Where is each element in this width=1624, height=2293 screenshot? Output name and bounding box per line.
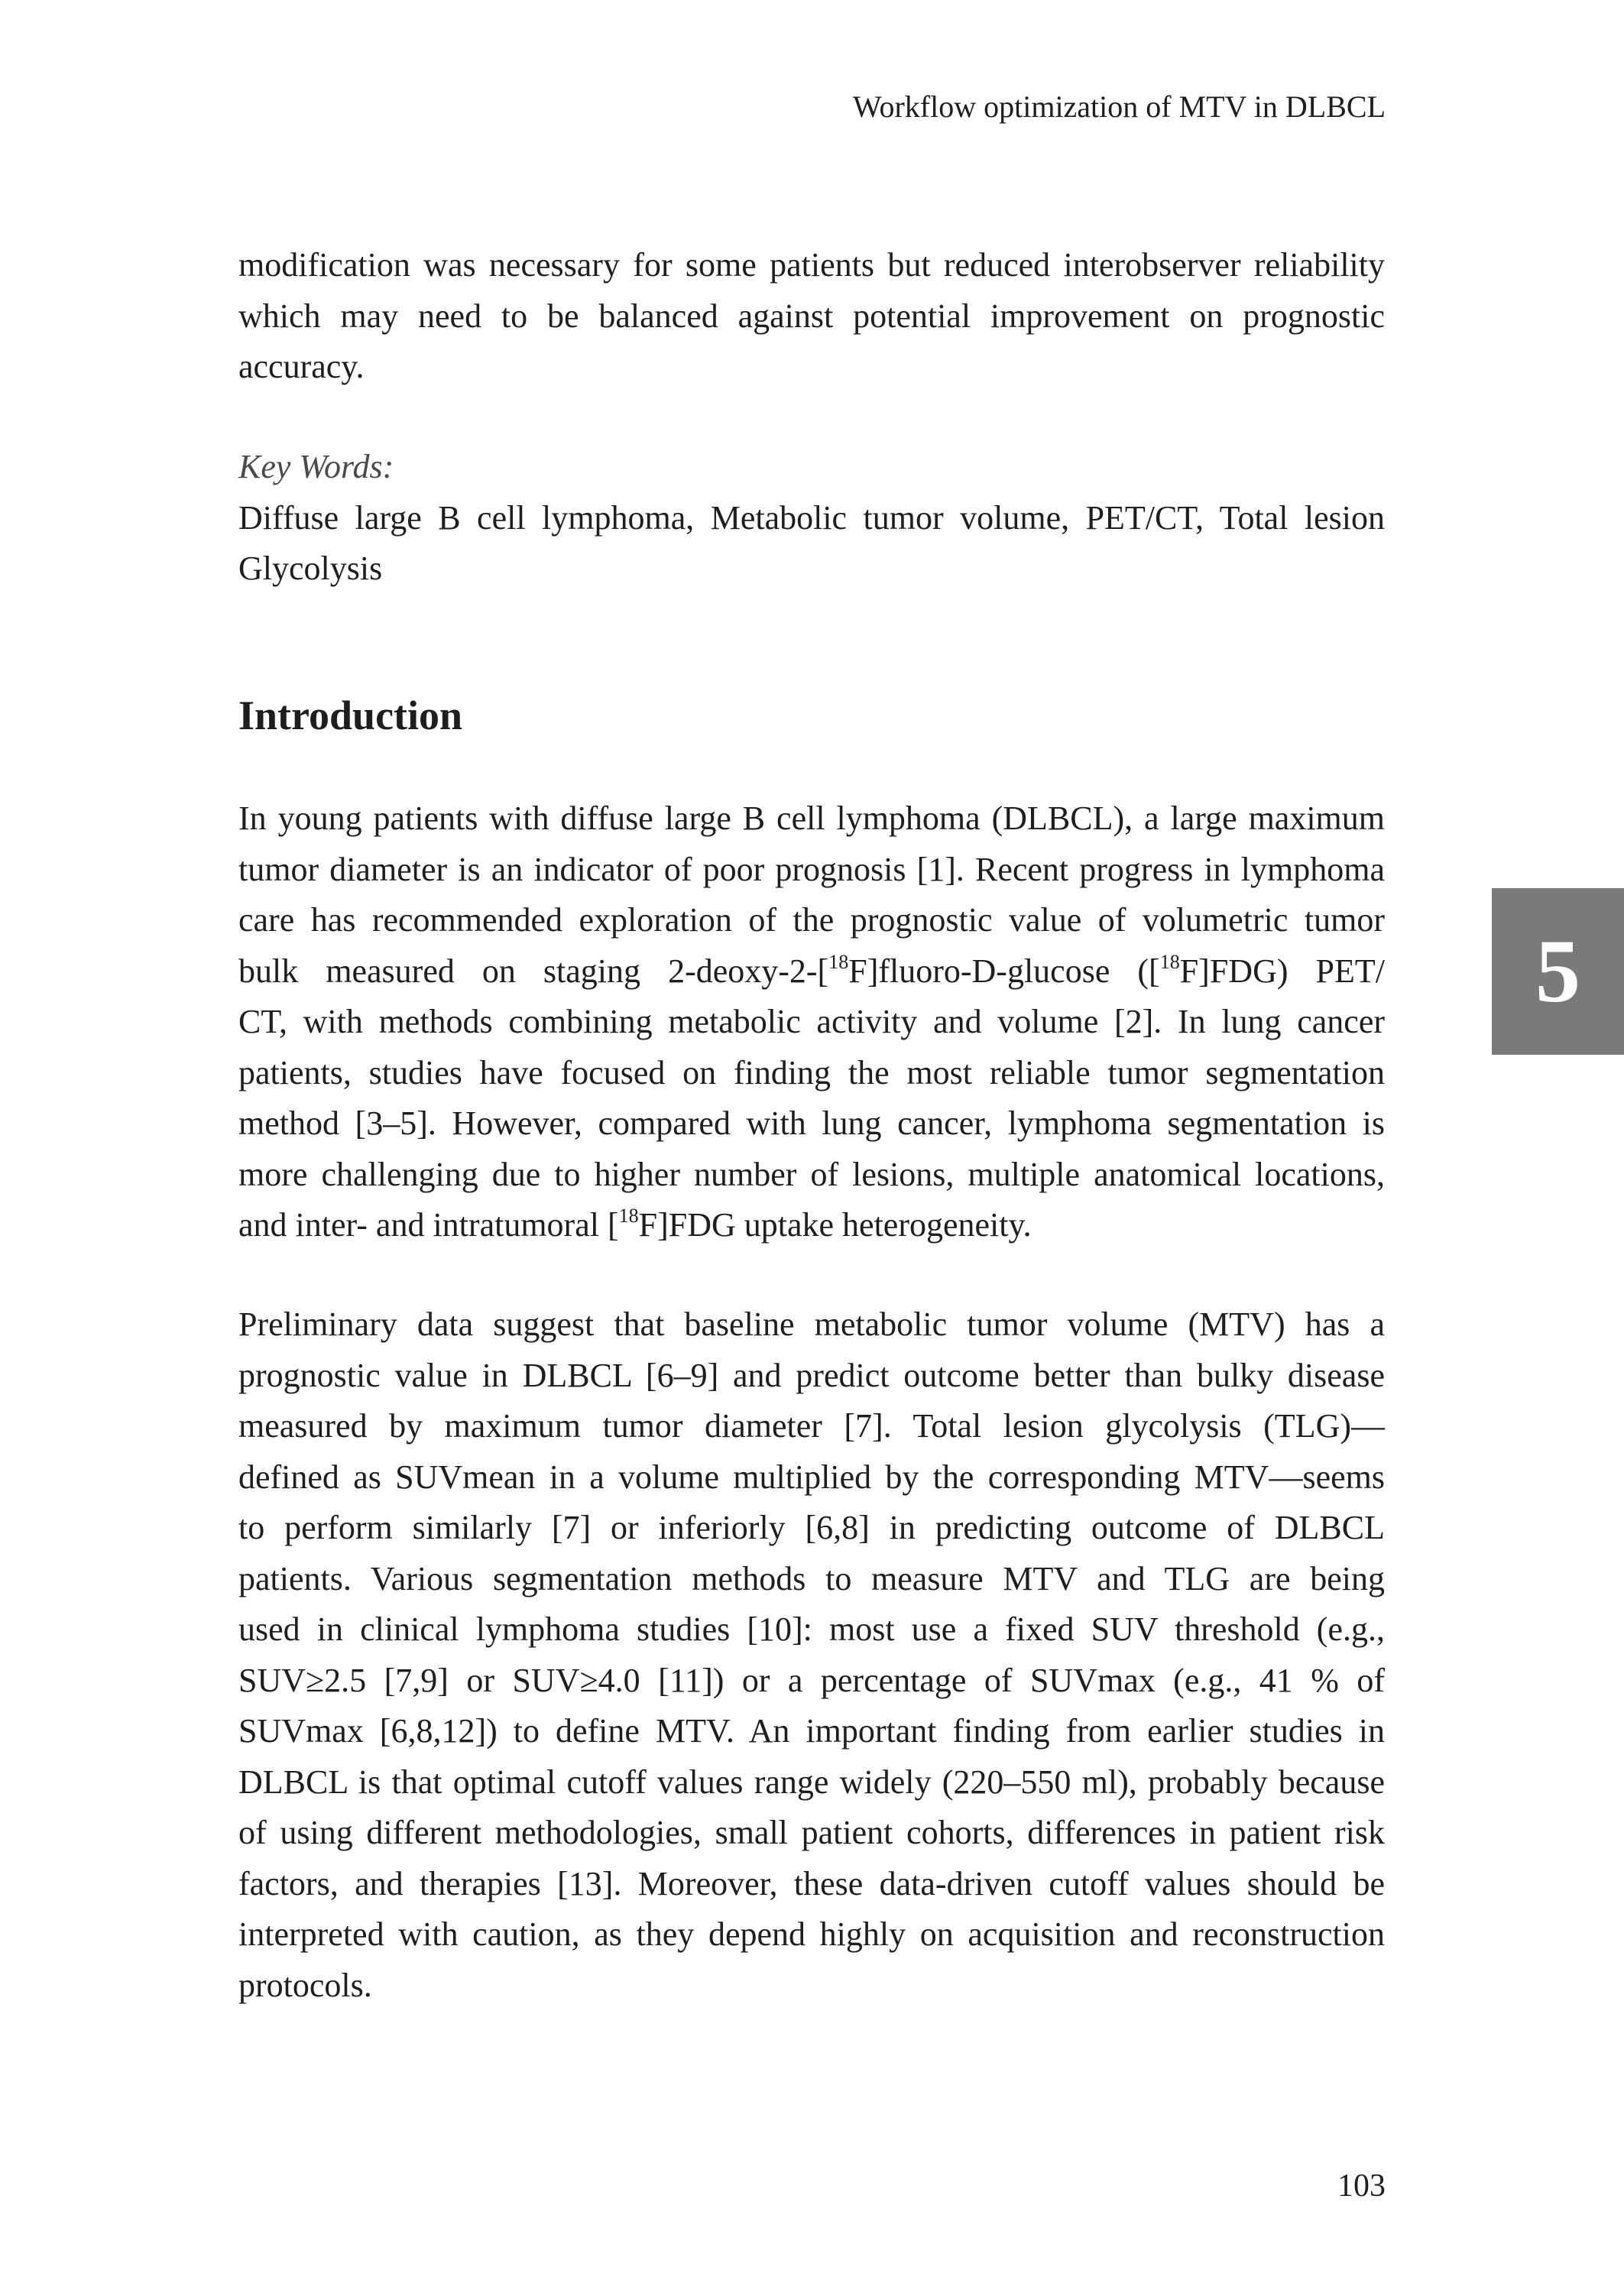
superscript: 18 xyxy=(828,950,849,973)
paragraph-line: CT, with methods combining metabolic activity and volume [2]. In lung cancer xyxy=(238,1003,1385,1040)
superscript: 18 xyxy=(1159,950,1180,973)
text-fragment: F]FDG) PET/ xyxy=(1179,952,1385,990)
paragraph-continued xyxy=(238,240,1385,393)
paragraph-line: accuracy. xyxy=(238,348,365,385)
keywords-label: Key Words: xyxy=(238,448,394,485)
paragraph-line: tumor diameter is an indicator of poor prognosis [1]. Recent progress in lymphoma xyxy=(238,850,1385,888)
paragraph-line: method [3–5]. However, compared with lung cancer, lymphoma segmentation is xyxy=(238,1104,1385,1142)
text-fragment: F]fluoro-D-glucose ([ xyxy=(848,952,1160,990)
paragraph-line: SUVmax [6,8,12]) to define MTV. An important finding from earlier studies in xyxy=(238,1712,1385,1750)
intro-paragraph-2 xyxy=(238,1299,1385,2011)
running-header: Workflow optimization of MTV in DLBCL xyxy=(852,89,1386,124)
superscript: 18 xyxy=(618,1205,639,1228)
paragraph-line: modification was necessary for some patients but reduced interobserver reliability xyxy=(238,246,1385,284)
page-number: 103 xyxy=(1337,2168,1386,2204)
text-fragment: F]FDG uptake heterogeneity. xyxy=(638,1206,1032,1244)
paragraph-line: more challenging due to higher number of lesions, multiple anatomical locations, xyxy=(238,1155,1385,1193)
text-fragment: and inter- and intratumoral [ xyxy=(238,1206,619,1244)
paragraph-line: DLBCL is that optimal cutoff values range widely (220–550 ml), probably because xyxy=(238,1763,1385,1801)
paragraph-line: of using different methodologies, small patient cohorts, differences in patient risk xyxy=(238,1814,1385,1851)
keywords-line: Glycolysis xyxy=(238,550,383,587)
paragraph-line: to perform similarly [7] or inferiorly [6,8] in predicting outcome of DLBCL xyxy=(238,1509,1385,1546)
paragraph-line: SUV≥2.5 [7,9] or SUV≥4.0 [11]) or a percentage of SUVmax (e.g., 41 % of xyxy=(238,1661,1385,1699)
paragraph-line: factors, and therapies [13]. Moreover, these data-driven cutoff values should be xyxy=(238,1864,1385,1902)
paragraph-line: Preliminary data suggest that baseline metabolic tumor volume (MTV) has a xyxy=(238,1305,1385,1343)
chapter-number: 5 xyxy=(1535,921,1580,1021)
paragraph-line: protocols. xyxy=(238,1966,372,2004)
text-fragment: bulk measured on staging 2-deoxy-2-[ xyxy=(238,952,829,990)
paragraph-line: interpreted with caution, as they depend highly on acquisition and reconstruction xyxy=(238,1915,1385,1953)
keywords-line: Diffuse large B cell lymphoma, Metabolic tumor volume, PET/CT, Total lesion xyxy=(238,498,1385,537)
paragraph-line xyxy=(238,946,1385,997)
paragraph-line xyxy=(238,1200,1385,1251)
paragraph-line: defined as SUVmean in a volume multiplied by the corresponding MTV—seems xyxy=(238,1458,1385,1496)
paragraph-line: used in clinical lymphoma studies [10]: most use a fixed SUV threshold (e.g., xyxy=(238,1610,1385,1648)
paragraph-line: which may need to be balanced against potential improvement on prognostic xyxy=(238,297,1385,335)
intro-paragraph-1 xyxy=(238,793,1385,1251)
chapter-tab xyxy=(1492,888,1624,1055)
paragraph-line: prognostic value in DLBCL [6–9] and predict outcome better than bulky disease xyxy=(238,1356,1385,1394)
paragraph-line: measured by maximum tumor diameter [7]. Total lesion glycolysis (TLG)— xyxy=(238,1407,1385,1445)
keywords-block xyxy=(238,442,1385,595)
section-heading-introduction: Introduction xyxy=(238,692,463,738)
paragraph-line: patients, studies have focused on finding the most reliable tumor segmentation xyxy=(238,1053,1385,1091)
paragraph-line: care has recommended exploration of the prognostic value of volumetric tumor xyxy=(238,901,1385,939)
paragraph-line: patients. Various segmentation methods to measure MTV and TLG are being xyxy=(238,1559,1385,1597)
paragraph-line: In young patients with diffuse large B cell lymphoma (DLBCL), a large maximum xyxy=(238,799,1385,837)
